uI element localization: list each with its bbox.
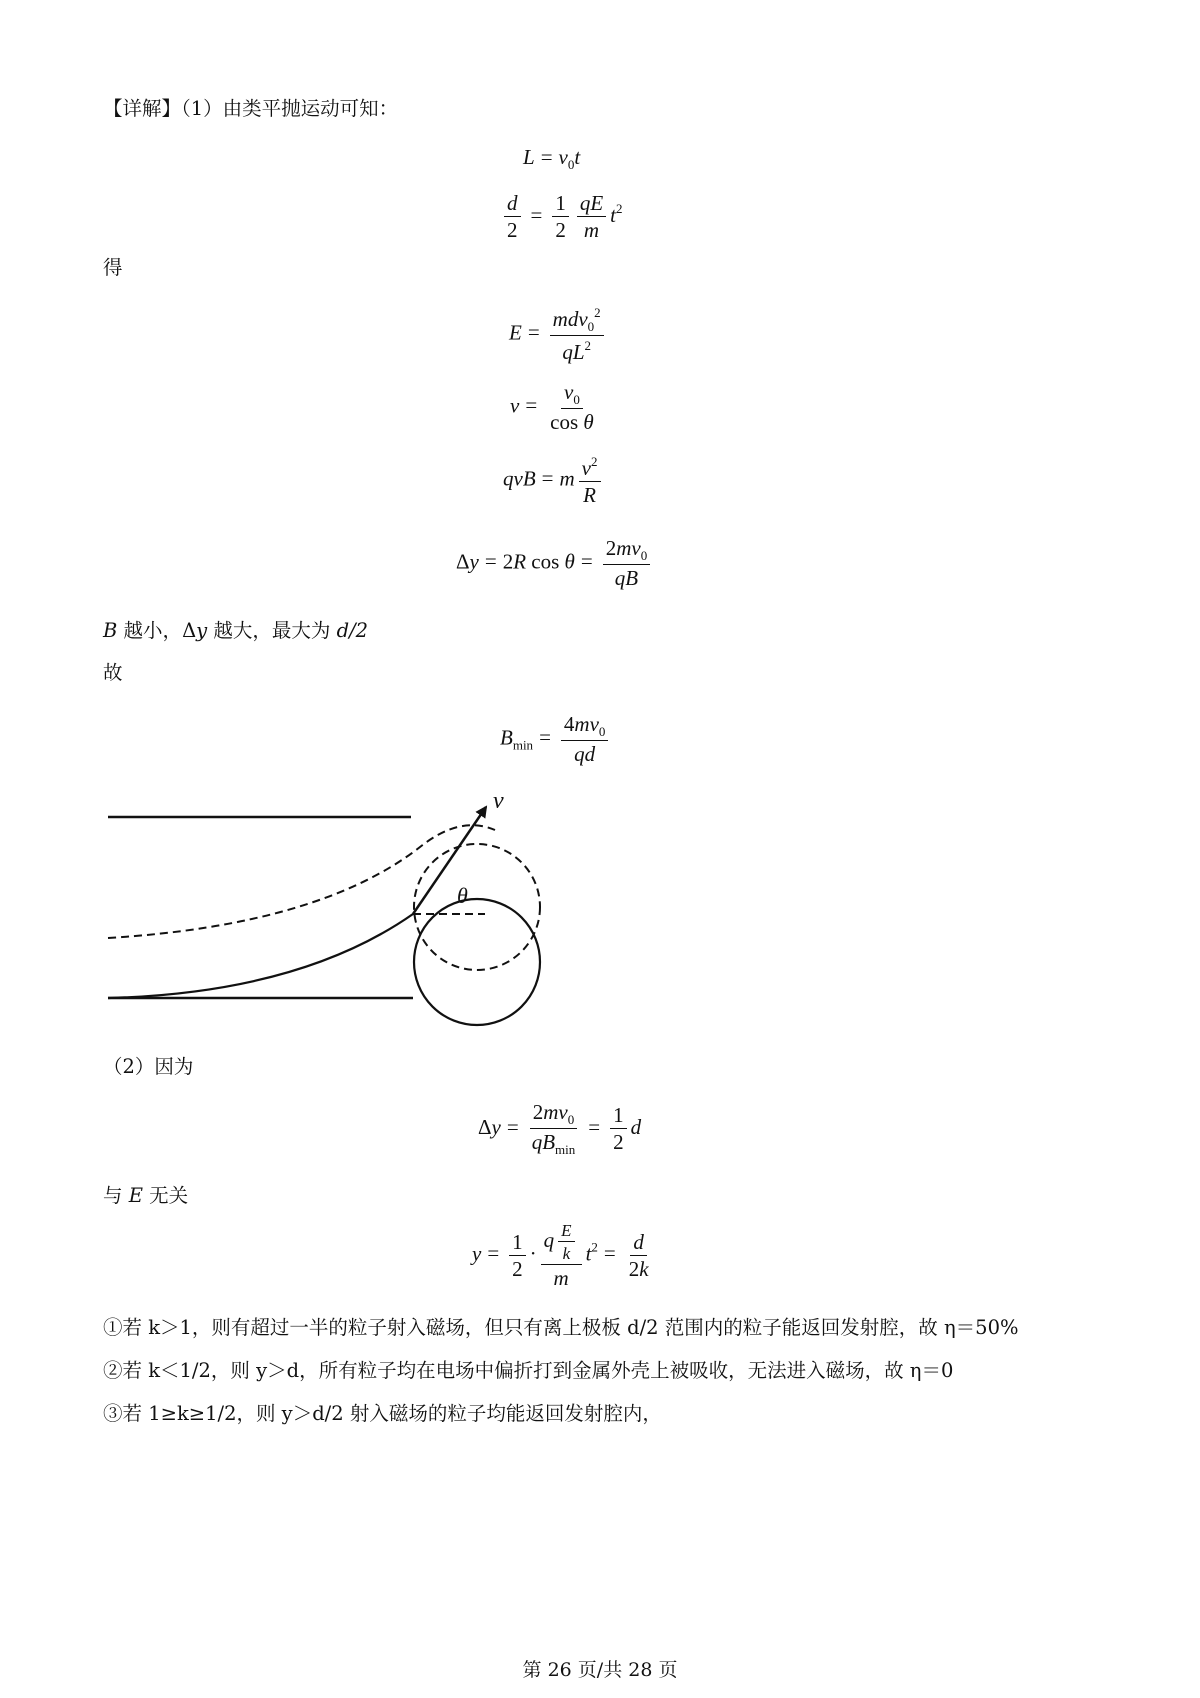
velocity-label: v <box>493 788 504 814</box>
solution-heading <box>103 97 398 120</box>
equation-7: $B_{min}$ = $\frac{4mv_0}{qd}$ <box>500 714 612 765</box>
case-3: ③若 1≥k≥1/2，则 y＞d/2 射入磁场的粒子均能返回发射腔内， <box>103 1402 662 1425</box>
text-independent-of-e: 与 E 无关 <box>103 1184 189 1207</box>
text-gu: 故 <box>103 661 123 684</box>
solid-trajectory <box>108 914 413 998</box>
case-1: ①若 k＞1，则有超过一半的粒子射入磁场，但只有离上极板 d/2 范围内的粒子能返回发射腔，故 η＝50% <box>103 1316 1019 1339</box>
equation-9: y = $\frac{1}{2}$ · q $\frac{E}{k}$ m $t^2$ = $\frac{d}{2k}$ <box>472 1221 649 1290</box>
page-footer: 第 26 页/共 28 页 <box>522 1659 678 1681</box>
equation-3: E = $\frac{mdv_0^2}{qL^2}$ <box>509 306 608 363</box>
solid-circle <box>414 899 540 1025</box>
equation-6: Δy = 2R cos θ = $\frac{2mv_0}{qB}$ <box>456 538 654 589</box>
case-2: ②若 k＜1/2，则 y＞d，所有粒子均在电场中偏折打到金属外壳上被吸收，无法进入磁场，故 η＝0 <box>103 1359 954 1382</box>
equation-4: v = $\frac{v_0}{\text{cos θ}}$ <box>510 380 594 434</box>
bracket-label: 【详解】 <box>103 97 182 120</box>
text-b-sentence: B 越小，Δy 越大，最大为 d/2 <box>103 619 369 642</box>
dashed-circle <box>414 844 540 970</box>
part2-intro: （2）因为 <box>103 1055 194 1078</box>
theta-label: θ <box>457 883 468 908</box>
equation-1: $L = v_0t$ <box>523 145 581 172</box>
dashed-trajectory <box>108 825 495 938</box>
text-de: 得 <box>103 256 123 279</box>
equation-2: $\frac{d}{2}$ = $\frac{1}{2}$ $\frac{qE}{m}$ $t^2$ <box>500 193 623 241</box>
equation-5: qvB = m $\frac{v^2}{R}$ <box>503 455 605 506</box>
trajectory-diagram <box>100 785 570 1035</box>
part1-intro: （1）由类平抛运动可知： <box>181 97 399 120</box>
equation-8: Δy = $\frac{2mv_0}{qB_{min}}$ = $\frac{1}{2}$ d <box>478 1100 642 1157</box>
